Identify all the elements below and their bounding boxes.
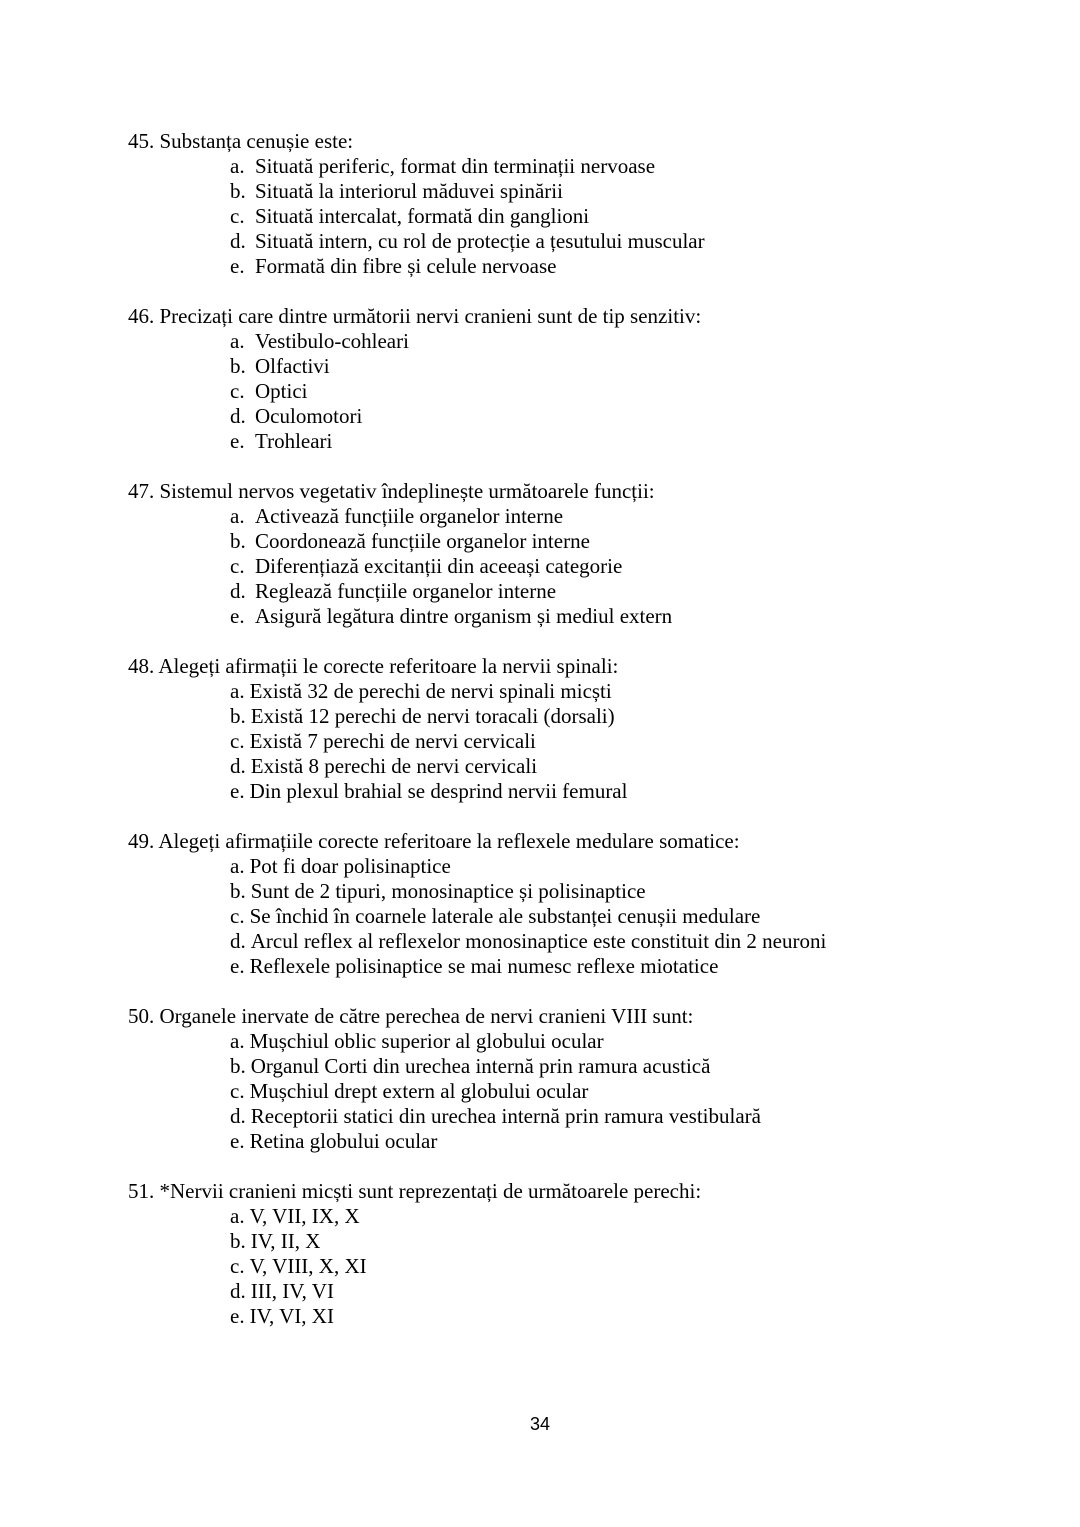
- question-title: 47. Sistemul nervos vegetativ îndeplinește următoarele funcții:: [128, 479, 655, 503]
- option-letter: a.: [230, 679, 245, 703]
- option-text: Retina globului ocular: [249, 1129, 438, 1153]
- question-title: 49. Alegeți afirmațiile corecte referitoare la reflexele medulare somatice:: [128, 829, 740, 853]
- option-text: III, IV, VI: [250, 1279, 334, 1303]
- option-letter: a.: [230, 854, 245, 878]
- answer-option: [128, 529, 1028, 554]
- option-text: Vestibulo-cohleari: [255, 329, 409, 353]
- option-text: Mușchiul oblic superior al globului ocular: [249, 1029, 604, 1053]
- option-text: Reglează funcțiile organelor interne: [255, 579, 557, 603]
- option-text: Organul Corti din urechea internă prin ramura acustică: [250, 1054, 711, 1078]
- answer-option: [128, 429, 1028, 454]
- option-text: Situată intern, cu rol de protecție a țesutului muscular: [255, 229, 705, 253]
- option-letter: d.: [230, 1279, 246, 1303]
- answer-option: [128, 1304, 1028, 1329]
- answer-option: [128, 204, 1028, 229]
- option-letter: a.: [230, 329, 245, 353]
- answer-option: [128, 154, 1028, 179]
- answer-option: [128, 754, 1028, 779]
- answer-options: [128, 854, 1028, 979]
- option-text: Arcul reflex al reflexelor monosinaptice este constituit din 2 neuroni: [250, 929, 827, 953]
- answer-option: [128, 1204, 1028, 1229]
- option-text: Există 32 de perechi de nervi spinali micști: [249, 679, 612, 703]
- option-letter: e.: [230, 779, 245, 803]
- answer-option: [128, 1029, 1028, 1054]
- option-text: Mușchiul drept extern al globului ocular: [249, 1079, 589, 1103]
- option-text: Situată intercalat, formată din ganglioni: [255, 204, 590, 228]
- option-letter: c.: [230, 1079, 245, 1103]
- question-block: [128, 1004, 1028, 1154]
- answer-option: [128, 579, 1028, 604]
- question-block: [128, 479, 1028, 629]
- option-text: V, VII, IX, X: [249, 1204, 360, 1228]
- option-letter: a.: [230, 504, 245, 528]
- answer-options: [128, 1029, 1028, 1154]
- option-letter: c.: [230, 379, 245, 403]
- option-text: Coordonează funcțiile organelor interne: [255, 529, 590, 553]
- answer-option: [128, 779, 1028, 804]
- answer-option: [128, 679, 1028, 704]
- option-letter: e.: [230, 954, 245, 978]
- option-text: Există 7 perechi de nervi cervicali: [249, 729, 536, 753]
- option-letter: c.: [230, 554, 245, 578]
- answer-option: [128, 879, 1028, 904]
- option-text: Formată din fibre și celule nervoase: [255, 254, 557, 278]
- option-text: Din plexul brahial se desprind nervii femural: [249, 779, 628, 803]
- option-text: Pot fi doar polisinaptice: [249, 854, 451, 878]
- page-number: 34: [529, 1414, 551, 1434]
- option-text: Activează funcțiile organelor interne: [255, 504, 564, 528]
- option-letter: e.: [230, 1304, 245, 1328]
- option-letter: a.: [230, 1204, 245, 1228]
- answer-option: [128, 604, 1028, 629]
- option-text: Situată periferic, format din terminații nervoase: [255, 154, 656, 178]
- option-letter: a.: [230, 1029, 245, 1053]
- option-text: Există 12 perechi de nervi toracali (dorsali): [250, 704, 615, 728]
- option-letter: c.: [230, 1254, 245, 1278]
- option-letter: d.: [230, 1104, 246, 1128]
- question-title: 51. *Nervii cranieni micști sunt reprezentați de următoarele perechi:: [128, 1179, 702, 1203]
- option-text: Olfactivi: [255, 354, 330, 378]
- option-text: Oculomotori: [255, 404, 363, 428]
- question-block: [128, 654, 1028, 804]
- option-letter: e.: [230, 254, 245, 278]
- option-letter: b.: [230, 179, 246, 203]
- option-text: Asigură legătura dintre organism și mediul extern: [255, 604, 673, 628]
- answer-option: [128, 854, 1028, 879]
- option-text: Există 8 perechi de nervi cervicali: [250, 754, 538, 778]
- answer-options: [128, 504, 1028, 629]
- answer-option: [128, 504, 1028, 529]
- option-letter: d.: [230, 929, 246, 953]
- option-letter: b.: [230, 354, 246, 378]
- question-block: [128, 304, 1028, 454]
- answer-option: [128, 1254, 1028, 1279]
- option-letter: b.: [230, 529, 246, 553]
- option-text: IV, VI, XI: [249, 1304, 334, 1328]
- option-text: Trohleari: [255, 429, 333, 453]
- option-letter: b.: [230, 1229, 246, 1253]
- option-letter: d.: [230, 579, 246, 603]
- answer-option: [128, 1129, 1028, 1154]
- option-letter: d.: [230, 229, 246, 253]
- question-block: [128, 1179, 1028, 1329]
- option-letter: a.: [230, 154, 245, 178]
- option-letter: e.: [230, 1129, 245, 1153]
- answer-option: [128, 354, 1028, 379]
- option-letter: e.: [230, 429, 245, 453]
- answer-option: [128, 179, 1028, 204]
- option-text: Se închid în coarnele laterale ale substanței cenușii medulare: [249, 904, 761, 928]
- answer-option: [128, 1054, 1028, 1079]
- answer-options: [128, 154, 1028, 279]
- option-text: Situată la interiorul măduvei spinării: [255, 179, 563, 203]
- answer-options: [128, 1204, 1028, 1329]
- question-block: [128, 129, 1028, 279]
- question-list: [128, 129, 1028, 1354]
- answer-option: [128, 904, 1028, 929]
- answer-option: [128, 229, 1028, 254]
- answer-options: [128, 329, 1028, 454]
- option-text: V, VIII, X, XI: [249, 1254, 367, 1278]
- answer-option: [128, 404, 1028, 429]
- option-letter: d.: [230, 754, 246, 778]
- answer-option: [128, 1279, 1028, 1304]
- answer-option: [128, 254, 1028, 279]
- answer-options: [128, 679, 1028, 804]
- question-title: 50. Organele inervate de către perechea de nervi cranieni VIII sunt:: [128, 1004, 694, 1028]
- option-letter: c.: [230, 204, 245, 228]
- option-text: Sunt de 2 tipuri, monosinaptice și polisinaptice: [250, 879, 646, 903]
- question-title: 45. Substanța cenușie este:: [128, 129, 354, 153]
- answer-option: [128, 729, 1028, 754]
- option-letter: b.: [230, 879, 246, 903]
- answer-option: [128, 929, 1028, 954]
- answer-option: [128, 1104, 1028, 1129]
- question-title: 48. Alegeți afirmații le corecte referitoare la nervii spinali:: [128, 654, 619, 678]
- option-text: Optici: [255, 379, 308, 403]
- option-letter: e.: [230, 604, 245, 628]
- option-letter: d.: [230, 404, 246, 428]
- answer-option: [128, 704, 1028, 729]
- question-block: [128, 829, 1028, 979]
- option-letter: b.: [230, 704, 246, 728]
- option-letter: c.: [230, 729, 245, 753]
- answer-option: [128, 379, 1028, 404]
- option-text: Receptorii statici din urechea internă prin ramura vestibulară: [250, 1104, 761, 1128]
- answer-option: [128, 1079, 1028, 1104]
- answer-option: [128, 554, 1028, 579]
- answer-option: [128, 329, 1028, 354]
- option-letter: c.: [230, 904, 245, 928]
- answer-option: [128, 1229, 1028, 1254]
- option-text: Diferențiază excitanții din aceeași categorie: [255, 554, 623, 578]
- option-text: Reflexele polisinaptice se mai numesc reflexe miotatice: [249, 954, 719, 978]
- option-letter: b.: [230, 1054, 246, 1078]
- answer-option: [128, 954, 1028, 979]
- question-title: 46. Precizați care dintre următorii nervi cranieni sunt de tip senzitiv:: [128, 304, 702, 328]
- option-text: IV, II, X: [250, 1229, 321, 1253]
